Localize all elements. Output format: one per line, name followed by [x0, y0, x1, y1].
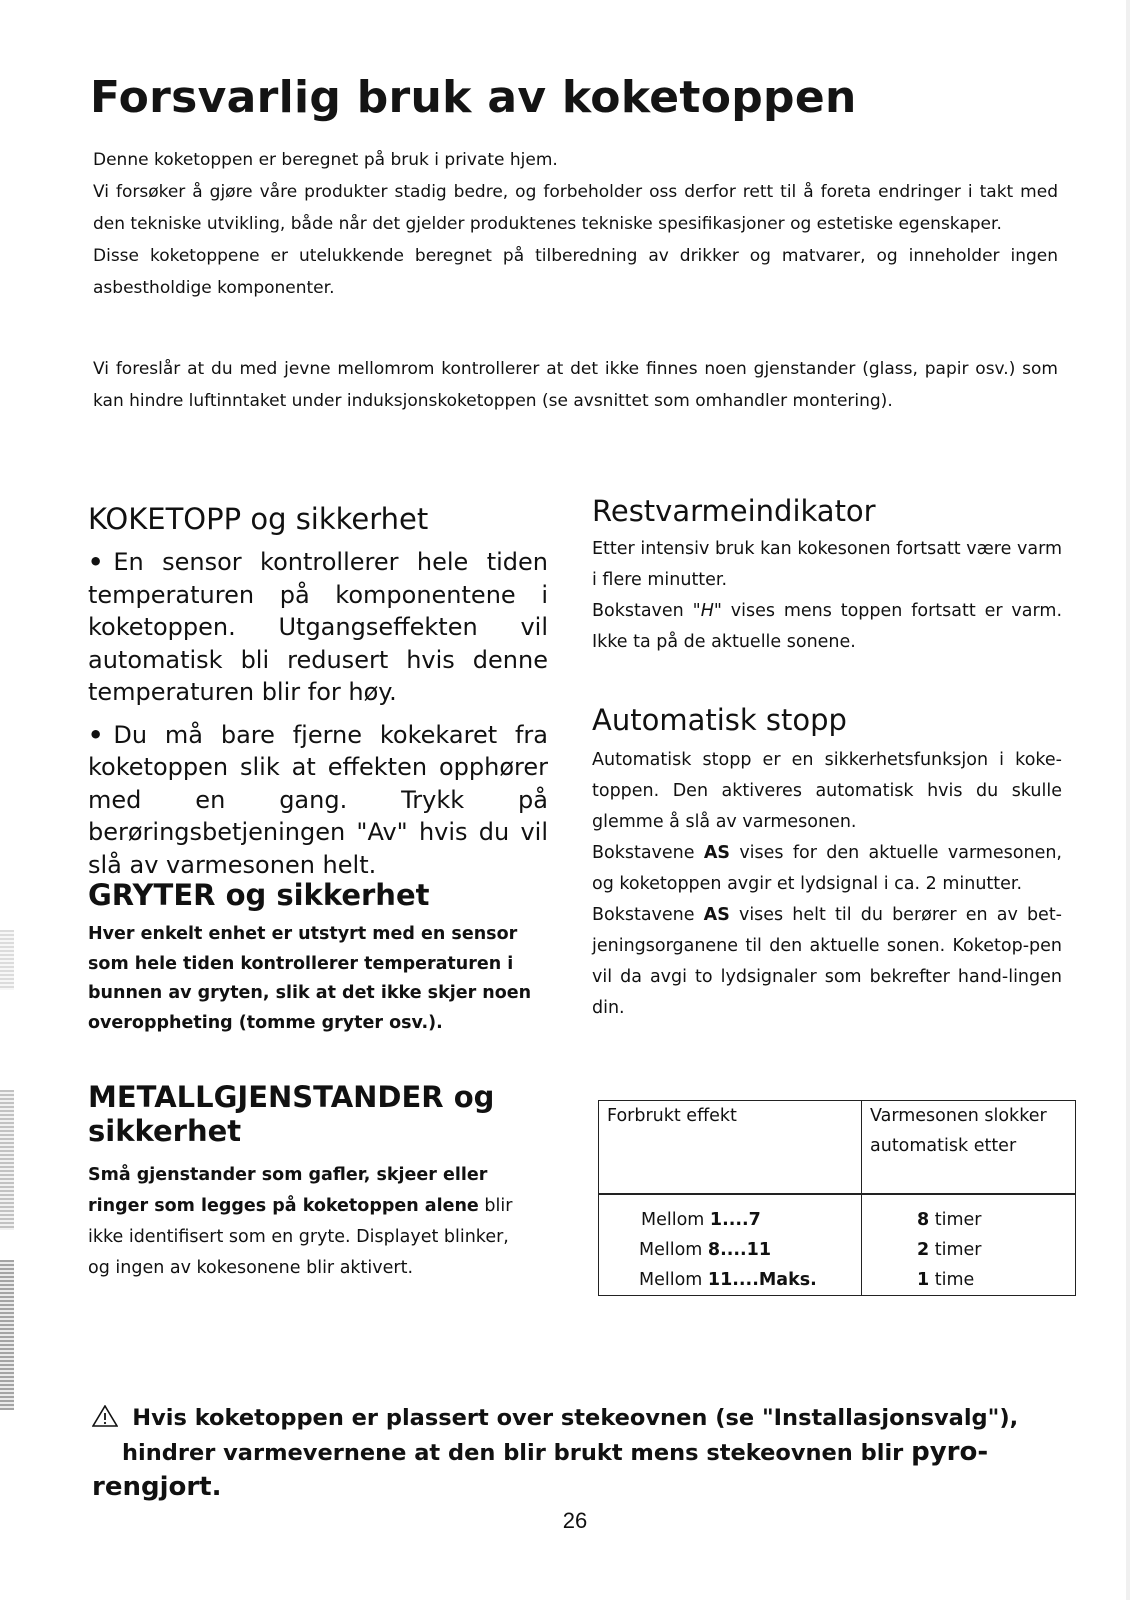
effect-table-wrap [598, 1100, 1076, 1296]
autostopp-p2-pre: Bokstavene [592, 843, 704, 863]
warning-line-2b: pyro-rengjort. [92, 1437, 989, 1502]
table-cell [862, 1265, 1076, 1296]
bullet-item [88, 546, 548, 709]
table-header-row [599, 1101, 1076, 1195]
scan-edge [1126, 0, 1130, 1600]
table-cell [599, 1265, 862, 1296]
restvarme-letter-h: "H" [692, 601, 722, 621]
autostopp-section [592, 703, 1062, 1024]
autostopp-p3 [592, 900, 1062, 1024]
restvarme-heading: Restvarmeindikator [592, 494, 876, 528]
cell-num: 8 [917, 1210, 930, 1230]
table-row [599, 1194, 1076, 1235]
autostopp-p3-pre: Bokstavene [592, 905, 704, 925]
autostopp-p3-post: vises helt til du berører en av bet-jeningsorganene til den aktuelle sonen. Koketop-pen vil da avgi to lydsignaler som bekrefter hand-lingen din. [592, 905, 1062, 1018]
autostopp-as: AS [703, 843, 730, 863]
intro-paragraph-2: Vi foreslår at du med jevne mellomrom kontrollerer at det ikke finnes noen gjenstander (glass, papir osv.) som kan hindre luftinntaket under induksjonskoketoppen (se avsnittet som omhandler montering). [93, 359, 1058, 411]
table-row [599, 1265, 1076, 1296]
gryter-section [88, 878, 558, 1038]
warning-line-1: Hvis koketoppen er plassert over stekeovnen (se "Installasjonsvalg"), [132, 1405, 1019, 1431]
effect-table [598, 1100, 1076, 1296]
table-cell [862, 1235, 1076, 1265]
gryter-heading: GRYTER og sikkerhet [88, 878, 430, 912]
cell-pre: Mellom [639, 1270, 708, 1290]
bullet-text: Du må bare fjerne kokekaret fra koketoppen slik at effekten opphører med en gang. Trykk på berøringsbetjeningen "Av" hvis du vil slå av varmesonen helt. [88, 720, 548, 879]
intro-line: Denne koketoppen er beregnet på bruk i private hjem. [93, 150, 558, 170]
restvarme-p2 [592, 596, 1062, 658]
cell-unit: time [929, 1270, 975, 1290]
table-cell [599, 1235, 862, 1265]
restvarme-section [592, 494, 1062, 658]
cell-range: 1....7 [709, 1210, 761, 1230]
warning-line-2a: hindrer varmevernene at den blir brukt mens stekeovnen blir [122, 1440, 912, 1466]
warning-note [92, 1400, 1082, 1505]
cell-unit: timer [929, 1240, 982, 1260]
metall-text-rest: blir ikke identifisert som en gryte. Displayet blinker, og ingen av kokesonene blir aktivert. [88, 1196, 513, 1278]
restvarme-p1: Etter intensiv bruk kan kokesonen fortsatt være varm i flere minutter. [592, 539, 1062, 590]
metall-text-bold: Små gjenstander som gafler, skjeer eller ringer som legges på koketoppen alene [88, 1165, 488, 1216]
cell-range: 11....Maks. [707, 1270, 817, 1290]
gryter-text: Hver enkelt enhet er utstyrt med en sensor som hele tiden kontrollerer temperaturen i bunnen av gryten, slik at det ikke skjer noen overoppheting (tomme gryter osv.). [88, 924, 532, 1033]
metall-heading: METALLGJENSTANDER og sikkerhet [88, 1080, 495, 1148]
cell-pre: Mellom [639, 1240, 708, 1260]
autostopp-as: AS [703, 905, 730, 925]
scan-artifact [0, 1260, 14, 1410]
cell-num: 1 [917, 1270, 930, 1290]
metall-text [88, 1160, 528, 1284]
autostopp-p1: Automatisk stopp er en sikkerhetsfunksjon i koke-toppen. Den aktiveres automatisk hvis du skulle glemme å slå av varmesonen. [592, 750, 1062, 832]
restvarme-p2-pre: Bokstaven [592, 601, 693, 621]
warning-triangle-icon [92, 1402, 126, 1432]
table-header-cell: Varmesonen slokker automatisk etter [862, 1101, 1076, 1195]
cell-pre: Mellom [641, 1210, 710, 1230]
bullet-text: En sensor kontrollerer hele tiden temperaturen på komponentene i koketoppen. Utgangseffekten vil automatisk bli redusert hvis denne temperaturen blir for høy. [88, 548, 548, 706]
page-number: 26 [562, 1508, 588, 1533]
table-cell [862, 1194, 1076, 1235]
autostopp-p2-post: vises for den aktuelle varmesonen, og koketoppen avgir et lydsignal i ca. 2 minutter. [592, 843, 1062, 894]
koketopp-bullets [88, 546, 548, 881]
table-row [599, 1235, 1076, 1265]
table-header-cell: Forbrukt effekt [599, 1101, 862, 1195]
autostopp-p2 [592, 838, 1062, 900]
intro-paragraph-1 [93, 144, 1058, 304]
bullet-icon: • [88, 720, 104, 749]
table-cell [599, 1194, 862, 1235]
autostopp-heading: Automatisk stopp [592, 703, 847, 737]
koketopp-section [88, 502, 548, 881]
metall-section [88, 1080, 528, 1284]
restvarme-p2-post: vises mens toppen fortsatt er varm. Ikke ta på de aktuelle sonene. [592, 601, 1063, 652]
scan-artifact [0, 930, 14, 990]
cell-num: 2 [917, 1240, 930, 1260]
bullet-item [88, 719, 548, 882]
bullet-icon: • [88, 548, 104, 576]
scan-artifact [0, 1090, 14, 1230]
cell-unit: timer [929, 1210, 982, 1230]
intro-line: Disse koketoppene er utelukkende beregnet på tilberedning av drikker og matvarer, og inneholder ingen asbestholdige komponenter. [93, 246, 1058, 298]
intro-line: Vi forsøker å gjøre våre produkter stadig bedre, og forbeholder oss derfor rett til å foreta endringer i takt med den tekniske utvikling, både når det gjelder produktenes tekniske spesifikasjoner og estetiske egenskaper. [93, 182, 1058, 234]
koketopp-heading: KOKETOPP og sikkerhet [88, 502, 429, 536]
cell-range: 8....11 [707, 1240, 772, 1260]
page-title: Forsvarlig bruk av koketoppen [90, 72, 857, 123]
